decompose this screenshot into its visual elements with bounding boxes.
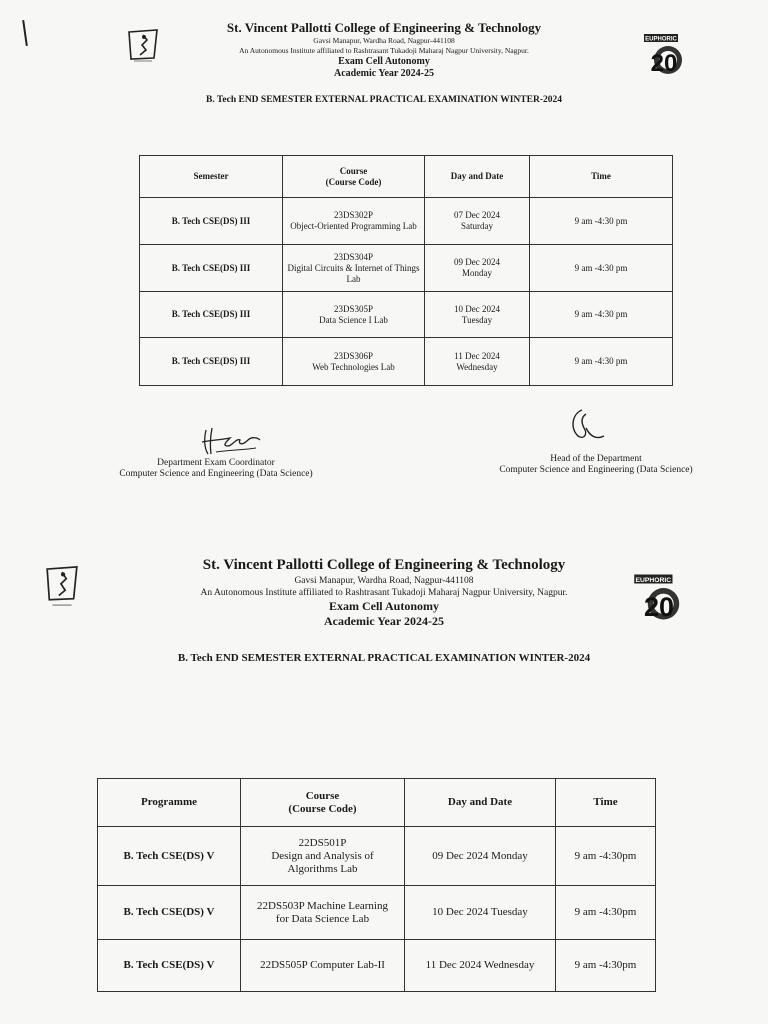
academic-year: Academic Year 2024-25 — [324, 614, 444, 628]
semester-cell: B. Tech CSE(DS) III — [140, 198, 283, 245]
college-affiliation: An Autonomous Institute affiliated to Rashtrasant Tukadoji Maharaj Nagpur University, Nagpur. — [239, 46, 529, 55]
time-cell: 9 am -4:30 pm — [530, 245, 673, 292]
college-address: Gavsi Manapur, Wardha Road, Nagpur-441108 — [294, 576, 474, 586]
svg-text:EUPHORIC: EUPHORIC — [645, 36, 677, 43]
hod-signature — [566, 406, 608, 444]
svg-text:20: 20 — [650, 50, 678, 77]
semester-cell: B. Tech CSE(DS) III — [140, 245, 283, 292]
programme-cell: B. Tech CSE(DS) V — [98, 827, 241, 886]
notice-2 — [0, 540, 768, 1024]
table-row — [98, 886, 656, 940]
table-header-row — [140, 156, 673, 198]
course-cell: 23DS305P Data Science I Lab — [283, 292, 425, 338]
header-time: Time — [556, 779, 656, 827]
programme-cell: B. Tech CSE(DS) V — [98, 886, 241, 940]
time-cell: 9 am -4:30 pm — [530, 198, 673, 245]
hod-dept: Computer Science and Engineering (Data Science) — [499, 465, 693, 475]
schedule-table-1 — [139, 155, 673, 386]
date-cell: 07 Dec 2024 Saturday — [425, 198, 530, 245]
college-name: St. Vincent Pallotti College of Engineering & Technology — [226, 20, 542, 35]
svg-text:20: 20 — [643, 592, 675, 623]
semester-cell: B. Tech CSE(DS) III — [140, 338, 283, 386]
exam-title: B. Tech END SEMESTER EXTERNAL PRACTICAL EXAMINATION WINTER-2024 — [206, 95, 562, 105]
time-cell: 9 am -4:30pm — [556, 827, 656, 886]
college-affiliation: An Autonomous Institute affiliated to Rashtrasant Tukadoji Maharaj Nagpur University, Nagpur. — [200, 588, 568, 598]
college-name: St. Vincent Pallotti College of Engineering & Technology — [202, 557, 566, 573]
coordinator-signature — [196, 424, 264, 458]
coordinator-block — [100, 458, 332, 480]
table-row — [140, 292, 673, 338]
academic-year: Academic Year 2024-25 — [334, 68, 434, 79]
exam-cell: Exam Cell Autonomy — [338, 56, 430, 67]
header-day-date: Day and Date — [405, 779, 556, 827]
course-cell: 22DS505P Computer Lab-II — [241, 940, 405, 992]
table-row — [140, 198, 673, 245]
course-cell: 22DS501P Design and Analysis of Algorithms Lab — [241, 827, 405, 886]
header-semester: Semester — [140, 156, 283, 198]
table-row — [98, 827, 656, 886]
time-cell: 9 am -4:30 pm — [530, 292, 673, 338]
course-cell: 23DS304P Digital Circuits & Internet of Things Lab — [283, 245, 425, 292]
table-header-row — [98, 779, 656, 827]
coordinator-role: Department Exam Coordinator — [157, 458, 275, 468]
date-cell: 09 Dec 2024 Monday — [425, 245, 530, 292]
header-course: Course (Course Code) — [241, 779, 405, 827]
exam-cell: Exam Cell Autonomy — [328, 599, 439, 613]
course-cell: 22DS503P Machine Learning for Data Science Lab — [241, 886, 405, 940]
date-cell: 11 Dec 2024 Wednesday — [405, 940, 556, 992]
euphoric-badge-icon — [640, 30, 688, 78]
programme-cell: B. Tech CSE(DS) V — [98, 940, 241, 992]
time-cell: 9 am -4:30 pm — [530, 338, 673, 386]
date-cell: 09 Dec 2024 Monday — [405, 827, 556, 886]
semester-cell: B. Tech CSE(DS) III — [140, 292, 283, 338]
table-row — [140, 338, 673, 386]
header-day-date: Day and Date — [425, 156, 530, 198]
table-row — [98, 940, 656, 992]
euphoric-badge-icon — [632, 570, 686, 624]
table-row — [140, 245, 673, 292]
college-address: Gavsi Manapur, Wardha Road, Nagpur-441108 — [313, 36, 455, 45]
coordinator-dept: Computer Science and Engineering (Data Science) — [119, 469, 313, 479]
time-cell: 9 am -4:30pm — [556, 940, 656, 992]
svg-text:EUPHORIC: EUPHORIC — [635, 576, 672, 584]
hod-role: Head of the Department — [550, 454, 642, 464]
header-course: Course (Course Code) — [283, 156, 425, 198]
course-cell: 23DS306P Web Technologies Lab — [283, 338, 425, 386]
header-time: Time — [530, 156, 673, 198]
time-cell: 9 am -4:30pm — [556, 886, 656, 940]
exam-title: B. Tech END SEMESTER EXTERNAL PRACTICAL EXAMINATION WINTER-2024 — [177, 652, 591, 664]
notice-1 — [0, 0, 768, 510]
header-programme: Programme — [98, 779, 241, 827]
schedule-table-2 — [97, 778, 656, 992]
date-cell: 10 Dec 2024 Tuesday — [425, 292, 530, 338]
hod-block — [488, 454, 704, 476]
course-cell: 23DS302P Object-Oriented Programming Lab — [283, 198, 425, 245]
date-cell: 11 Dec 2024 Wednesday — [425, 338, 530, 386]
date-cell: 10 Dec 2024 Tuesday — [405, 886, 556, 940]
